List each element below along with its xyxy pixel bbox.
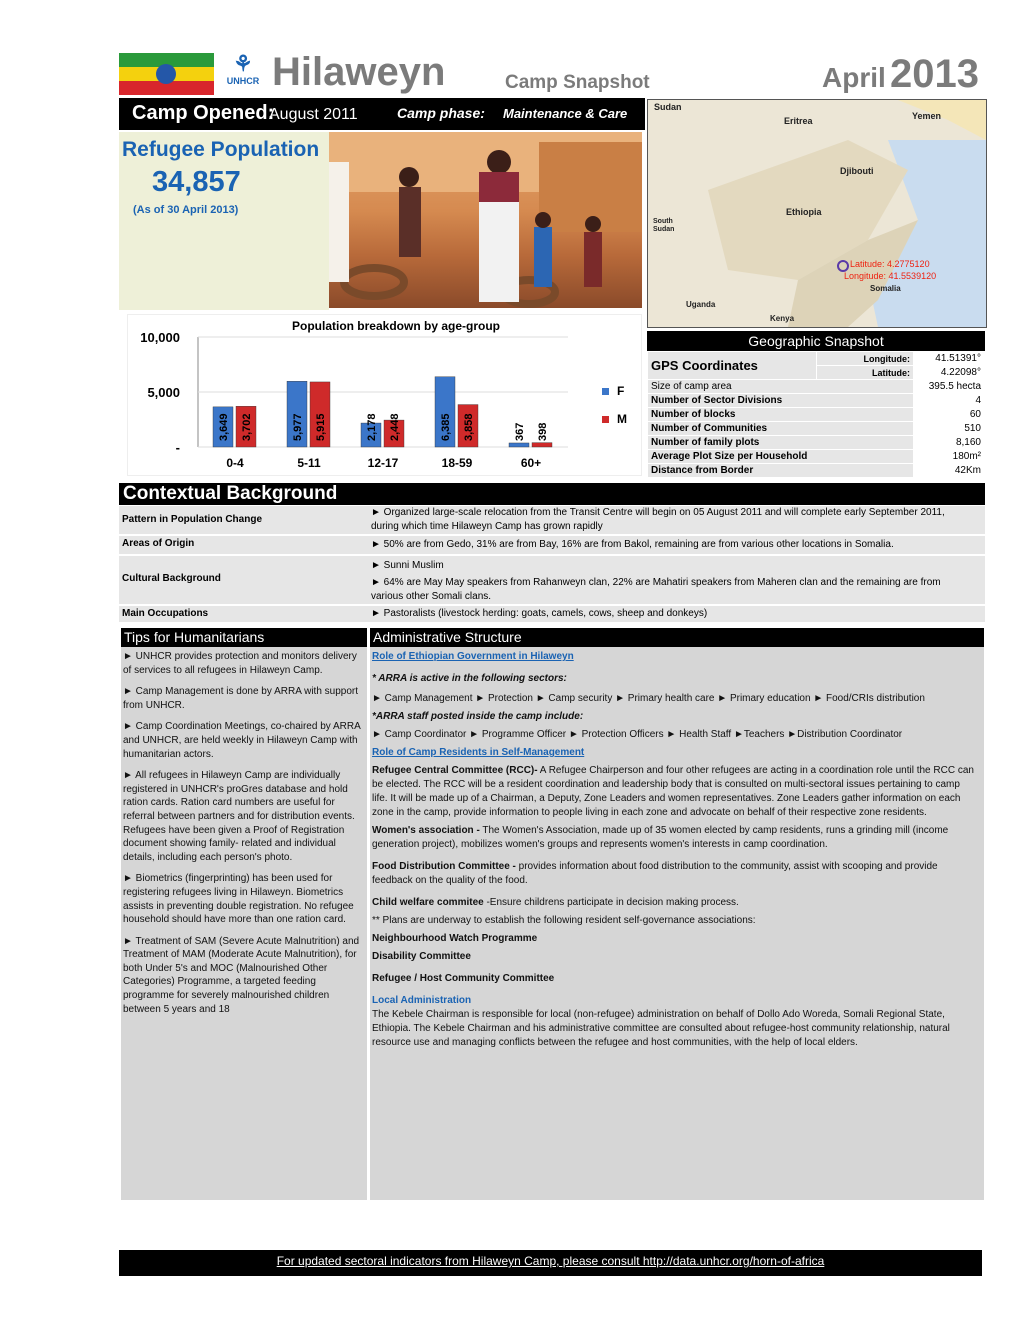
map-label: Eritrea bbox=[784, 116, 813, 126]
photo-head bbox=[487, 150, 511, 174]
tip-item: ► Treatment of SAM (Severe Acute Malnutrition) and Treatment of MAM (Moderate Acute Malnutrition), for both Under 5's and MOC (Malnourished Other Categories) Programme, a targeted feeding programme for severely malnourished children between 5 years and 18 bbox=[123, 935, 360, 1015]
geo-row-value: 60 bbox=[914, 408, 985, 422]
context-row-value: ► 64% are May May speakers from Rahanweyn clan, 22% are Mahatiri speakers from Maheren clan and the remaining are from various other Somali clans. bbox=[371, 577, 941, 602]
x-tick-label: 12-17 bbox=[367, 456, 399, 470]
geo-snapshot-title: Geographic Snapshot bbox=[647, 331, 985, 351]
tip-item: ► Camp Coordination Meetings, co-chaired by ARRA and UNHCR, are held weekly in Hilaweyn Camp with humanitarian actors. bbox=[123, 721, 361, 760]
photo-illustration bbox=[329, 132, 642, 308]
geo-row-value: 8,160 bbox=[914, 436, 985, 450]
snapshot-label: Camp Snapshot bbox=[505, 72, 650, 93]
bar-data-label: 2,448 bbox=[389, 413, 401, 441]
arra-sectors-label: * ARRA is active in the following sectors: bbox=[372, 673, 567, 684]
map-label: Djibouti bbox=[840, 166, 874, 176]
photo-child bbox=[399, 187, 421, 257]
map-label: Uganda bbox=[686, 300, 716, 309]
bar-data-label: 367 bbox=[514, 422, 526, 441]
latitude-label: Latitude: bbox=[817, 366, 914, 380]
context-row bbox=[119, 606, 985, 622]
longitude-value: 41.51391° bbox=[914, 352, 985, 366]
photo-scarf bbox=[479, 172, 519, 202]
x-tick-label: 18-59 bbox=[441, 456, 473, 470]
photo-person bbox=[329, 162, 349, 282]
gps-row bbox=[648, 352, 985, 366]
geo-row bbox=[648, 436, 985, 450]
camp-name: Hilaweyn bbox=[272, 50, 446, 94]
geo-row-value: 395.5 hecta bbox=[914, 380, 985, 394]
context-row bbox=[119, 536, 985, 554]
geo-row-label: Number of family plots bbox=[648, 436, 914, 450]
map-longitude-text: Longitude: 41.5539120 bbox=[844, 271, 937, 281]
legend-label: F bbox=[617, 384, 625, 398]
bar-data-label: 5,915 bbox=[315, 413, 327, 441]
geo-row bbox=[648, 380, 985, 394]
ethiopian-government-role-link[interactable]: Role of Ethiopian Government in Hilaweyn bbox=[372, 651, 574, 662]
tip-item: ► Camp Management is done by ARRA with support from UNHCR. bbox=[123, 686, 359, 711]
context-row-label: Cultural Background bbox=[122, 573, 221, 584]
bar-M-60+ bbox=[532, 443, 552, 447]
report-month: April bbox=[822, 62, 886, 93]
context-row-value: ► Organized large-scale relocation from the Transit Centre will begin on 05 August 2011 and will complete early September 2011, during which time Hilaweyn Camp has grown rapidly bbox=[371, 507, 945, 532]
footer-link[interactable]: For updated sectoral indicators from Hilaweyn Camp, please consult http://data.unhcr.org/horn-of-africa bbox=[276, 1254, 825, 1268]
tips-section bbox=[121, 628, 367, 1200]
arra-staff: ► Camp Coordinator ► Programme Officer ► Protection Officers ► Health Staff ►Teachers ►Distribution Coordinator bbox=[372, 729, 903, 740]
map-label: Somalia bbox=[870, 284, 901, 293]
bar-data-label: 398 bbox=[537, 422, 549, 441]
geo-row-value: 4 bbox=[914, 394, 985, 408]
context-row-value: ► Sunni Muslim bbox=[371, 560, 444, 571]
geo-row-value: 42Km bbox=[914, 464, 985, 478]
bar-data-label: 6,385 bbox=[440, 413, 452, 441]
x-tick-label: 60+ bbox=[520, 456, 542, 470]
geo-row bbox=[648, 450, 985, 464]
association-item: Neighbourhood Watch Programme bbox=[372, 933, 538, 944]
geo-snapshot-table bbox=[647, 351, 985, 478]
unhcr-logo: ⚘ UNHCR bbox=[220, 52, 266, 96]
geo-row-label: Size of camp area bbox=[648, 380, 914, 394]
food-committee-paragraph: Food Distribution Committee - provides information about food distribution to the community, assist with scooping and provide feedback on the quality of the food. bbox=[372, 861, 938, 886]
context-row-value: ► Pastoralists (livestock herding: goats, camels, cows, sheep and donkeys) bbox=[371, 608, 708, 619]
context-row bbox=[119, 556, 985, 604]
legend-swatch bbox=[602, 416, 609, 423]
context-row-label: Pattern in Population Change bbox=[122, 514, 263, 525]
admin-title: Administrative Structure bbox=[370, 628, 984, 647]
tips-list bbox=[123, 650, 361, 1024]
geo-row-label: Number of blocks bbox=[648, 408, 914, 422]
opened-value: August 2011 bbox=[269, 106, 358, 123]
tip-item: ► All refugees in Hilaweyn Camp are individually registered in UNHCR's proGres database and hold ration cards. Ration card numbers are useful for referral between partners and for distribution events. Refugees have been given a Proof of Registration document showing family- related and individual details, including each person's photo. bbox=[123, 770, 355, 863]
photo-head bbox=[585, 216, 601, 232]
local-administration-text: The Kebele Chairman is responsible for local (non-refugee) administration on behalf of Dollo Ado Woreda, Somali Regional State, Ethiopia. The Kebele Chairman and his administrative committee are consulted about refugee-host community relationship, natural resource use and managing conflicts between the refugee and host communities, with the help of local elders. bbox=[372, 1009, 950, 1048]
age-group-chart-svg bbox=[128, 315, 641, 475]
bar-data-label: 2,178 bbox=[366, 413, 378, 441]
admin-body bbox=[372, 650, 978, 1054]
population-total: 34,857 bbox=[152, 166, 241, 198]
legend-swatch bbox=[602, 388, 609, 395]
context-row-value: ► 50% are from Gedo, 31% are from Bay, 16% are from Bakol, remaining are from various other locations in Somalia. bbox=[371, 539, 894, 550]
geo-row-label: Average Plot Size per Household bbox=[648, 450, 914, 464]
camp-opened-bar bbox=[119, 98, 645, 130]
arra-staff-label: *ARRA staff posted inside the camp include: bbox=[372, 711, 584, 722]
context-row bbox=[119, 506, 985, 534]
plans-note: ** Plans are underway to establish the following resident self-governance associations: bbox=[372, 915, 756, 926]
flag-emblem-icon bbox=[156, 64, 176, 84]
y-tick-label: - bbox=[175, 440, 180, 455]
map-label: Ethiopia bbox=[786, 207, 822, 217]
geo-row bbox=[648, 464, 985, 478]
context-row-label: Areas of Origin bbox=[122, 538, 195, 549]
gps-label: GPS Coordinates bbox=[648, 352, 817, 380]
age-group-chart bbox=[127, 314, 642, 476]
latitude-value: 4.22098° bbox=[914, 366, 985, 380]
photo-child bbox=[534, 227, 552, 287]
y-tick-label: 5,000 bbox=[147, 385, 180, 400]
photo-head bbox=[535, 212, 551, 228]
map-label: Kenya bbox=[770, 314, 795, 323]
photo-child bbox=[584, 232, 602, 287]
camp-residents-role-link[interactable]: Role of Camp Residents in Self-Management bbox=[372, 747, 585, 758]
bar-F-60+ bbox=[509, 443, 529, 447]
geo-row-label: Distance from Border bbox=[648, 464, 914, 478]
admin-structure-section bbox=[370, 628, 984, 1200]
bar-data-label: 5,977 bbox=[292, 413, 304, 441]
report-year: 2013 bbox=[890, 52, 979, 96]
contextual-background-title: Contextual Background bbox=[119, 483, 985, 505]
location-map bbox=[647, 99, 987, 328]
y-tick-label: 10,000 bbox=[140, 330, 180, 345]
map-latitude-text: Latitude: 4.2775120 bbox=[850, 259, 930, 269]
child-welfare-paragraph: Child welfare commitee -Ensure childrens participate in decision making process. bbox=[372, 897, 739, 908]
opened-label: Camp Opened: bbox=[132, 102, 275, 124]
geo-row bbox=[648, 422, 985, 436]
legend-label: M bbox=[617, 412, 627, 426]
rcc-paragraph: Refugee Central Committee (RCC)- A Refugee Chairperson and four other refugees are acting in a coordination role until the RCC can be elected. The RCC will be a resident coordination and leadership body that is consulted on multi-sectoral issues pertaining to camp life. It will be made up of a Chairman, a Deputy, Zone Leaders and women representatives. Zone Leaders gather information on each zone in the camp, provide information to people living in each zone and advocate on behalf of their respective zone residents. bbox=[372, 765, 974, 818]
population-date: (As of 30 April 2013) bbox=[133, 204, 239, 216]
photo-tyre bbox=[344, 268, 404, 296]
local-administration-heading: Local Administration bbox=[372, 995, 472, 1006]
geo-row bbox=[648, 394, 985, 408]
geo-row bbox=[648, 408, 985, 422]
x-tick-label: 5-11 bbox=[297, 456, 321, 470]
tips-title: Tips for Humanitarians bbox=[121, 628, 367, 647]
women-association-paragraph: Women's association - The Women's Association, made up of 35 women elected by camp residents, runs a grinding mill (income generation project), mobilizes women's groups and represents women's interests in camp coordination. bbox=[372, 825, 949, 850]
bar-data-label: 3,858 bbox=[463, 413, 475, 441]
population-title: Refugee Population bbox=[122, 138, 320, 161]
geo-row-label: Number of Sector Divisions bbox=[648, 394, 914, 408]
association-item: Refugee / Host Community Committee bbox=[372, 973, 555, 984]
map-label: Yemen bbox=[912, 111, 942, 121]
longitude-label: Longitude: bbox=[817, 352, 914, 366]
tip-item: ► Biometrics (fingerprinting) has been used for registering refugees living in Hilaweyn. Biometrics assists in preventing double registration. No refugee household should have more than one ration card. bbox=[123, 873, 354, 926]
bar-data-label: 3,702 bbox=[241, 413, 253, 441]
footer-bar bbox=[119, 1250, 982, 1276]
chart-title: Population breakdown by age-group bbox=[291, 319, 501, 333]
unhcr-emblem-icon: ⚘ bbox=[233, 51, 253, 76]
association-item: Disability Committee bbox=[372, 951, 471, 962]
context-row-label: Main Occupations bbox=[122, 608, 209, 619]
geo-row-label: Number of Communities bbox=[648, 422, 914, 436]
geo-row-value: 510 bbox=[914, 422, 985, 436]
ethiopia-flag bbox=[119, 53, 214, 95]
tip-item: ► UNHCR provides protection and monitors delivery of services to all refugees in Hilaweyn Camp. bbox=[123, 651, 357, 676]
phase-value: Maintenance & Care bbox=[503, 106, 628, 121]
phase-label: Camp phase: bbox=[397, 105, 485, 121]
photo-head bbox=[399, 167, 419, 187]
refugee-photo bbox=[329, 132, 642, 308]
geo-row-value: 180m² bbox=[914, 450, 985, 464]
map-label: South Sudan bbox=[653, 218, 675, 233]
map-label: Sudan bbox=[654, 102, 682, 112]
x-tick-label: 0-4 bbox=[226, 456, 244, 470]
arra-sectors: ► Camp Management ► Protection ► Camp security ► Primary health care ► Primary education ► Food/CRIs distribution bbox=[372, 693, 925, 704]
bar-data-label: 3,649 bbox=[218, 413, 230, 441]
